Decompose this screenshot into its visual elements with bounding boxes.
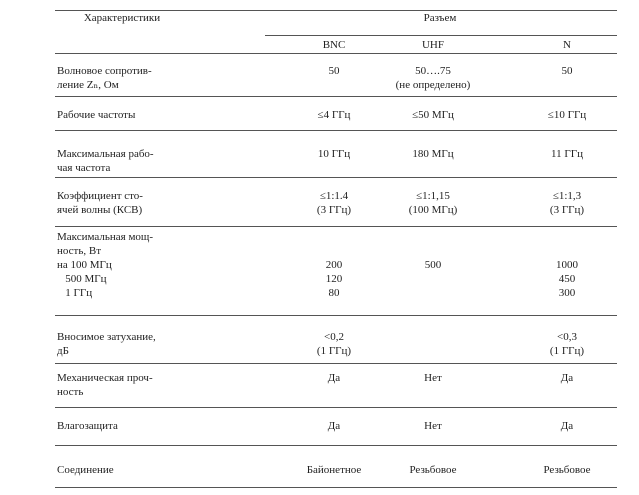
cell-bnc: (3 ГГц) [316,204,352,216]
cell-uhf: ≤50 МГц [412,109,454,121]
row-label: Максимальная мощ- [57,231,154,243]
row-label: Волновое сопротив- [57,65,152,77]
header-connector: Разъем [423,12,457,24]
cell-uhf: 50….75 [415,65,451,77]
row-label: Механическая проч- [57,372,153,384]
cell-n: (1 ГГц) [549,345,585,357]
row-label: ность [57,386,84,398]
cell-n: <0,3 [557,331,577,343]
row-label: Влагозащита [57,420,118,432]
table-rule [55,407,617,408]
cell-uhf: 180 МГц [412,148,454,160]
cell-n: Резьбовое [543,464,591,476]
cell-uhf: (не определено) [395,79,471,91]
cell-bnc: 200 [325,259,343,271]
table-rule [55,53,617,54]
cell-bnc: ≤1:1.4 [319,190,349,202]
header-characteristics: Характеристики [83,12,161,24]
table-rule [55,445,617,446]
cell-bnc: Да [327,420,341,432]
row-label: Рабочие частоты [57,109,136,121]
table-rule [55,363,617,364]
table-rule [55,226,617,227]
table-rule [55,487,617,488]
cell-bnc: Да [327,372,341,384]
row-label: 500 МГц [57,273,107,285]
cell-bnc: <0,2 [324,331,344,343]
cell-n: 50 [561,65,573,77]
header-uhf: UHF [421,39,445,51]
table-rule [265,35,617,36]
table-rule [55,130,617,131]
row-label: Максимальная рабо- [57,148,154,160]
cell-uhf: Нет [424,420,442,432]
cell-bnc: Байонетное [306,464,362,476]
row-label: ячей волны (КСВ) [57,204,143,216]
row-label: на 100 МГц [57,259,112,271]
row-label: 1 ГГц [57,287,93,299]
cell-n: Да [560,420,574,432]
row-label: дБ [57,345,69,357]
cell-n: 1000 [556,259,578,271]
cell-n: 450 [558,273,576,285]
header-n: N [563,39,571,51]
header-bnc: BNC [322,39,346,51]
cell-uhf: Нет [424,372,442,384]
cell-n: Да [560,372,574,384]
row-label: Коэффициент сто- [57,190,143,202]
cell-uhf: 500 [424,259,442,271]
cell-n: (3 ГГц) [549,204,585,216]
cell-n: ≤1:1,3 [552,190,582,202]
row-label: ление Zₙ, Ом [57,79,119,91]
cell-bnc: 10 ГГц [317,148,351,160]
cell-n: 300 [558,287,576,299]
cell-uhf: ≤1:1,15 [416,190,450,202]
cell-bnc: 50 [328,65,340,77]
table-rule [55,177,617,178]
cell-uhf: Резьбовое [409,464,457,476]
row-label: Соединение [57,464,114,476]
cell-uhf: (100 МГц) [408,204,458,216]
cell-n: ≤10 ГГц [547,109,587,121]
cell-bnc: 80 [328,287,340,299]
row-label: ность, Вт [57,245,102,257]
table-rule [55,315,617,316]
row-label: чая частота [57,162,111,174]
cell-bnc: 120 [325,273,343,285]
cell-bnc: ≤4 ГГц [317,109,351,121]
cell-bnc: (1 ГГц) [316,345,352,357]
cell-n: 11 ГГц [551,148,583,160]
table-rule [55,96,617,97]
row-label: Вносимое затухание, [57,331,156,343]
